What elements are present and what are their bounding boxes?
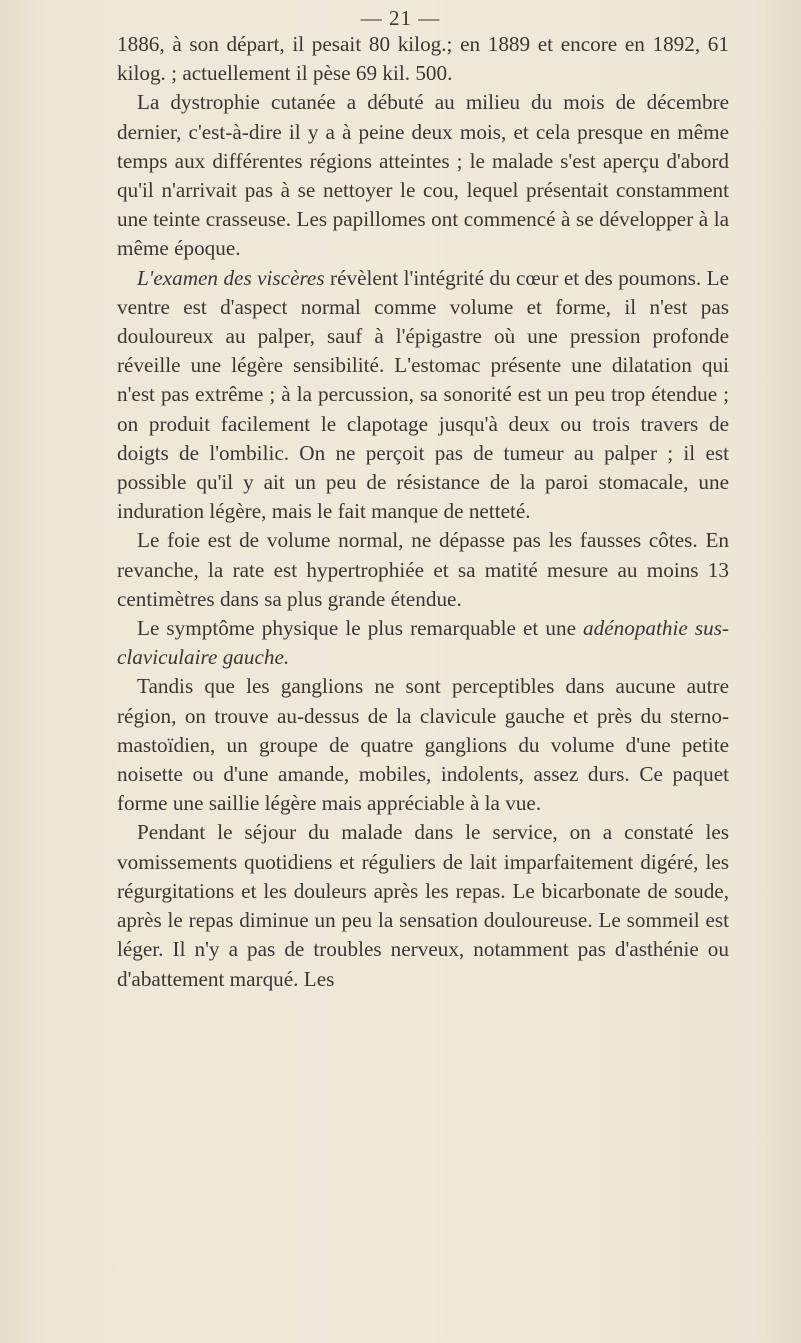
text-segment: La dystrophie cutanée a débuté au milieu du mois de décembre dernier, c'est-à-dire il y a à peine deux mois, et cela presque en même temps aux différentes régions atteintes ; le malade s'est aperçu d'abord qu'il n'arrivait pas à se nettoyer le cou, lequel présentait constamment une teinte crasseuse. Les papillomes ont commencé à se développer à la même époque. [117,90,729,261]
paragraph [117,30,729,88]
text-segment: Tandis que les ganglions ne sont perceptibles dans aucune autre région, on trouve au-dessus de la clavicule gauche et près du sterno-mastoïdien, un groupe de quatre ganglions du volume d'une petite noisette ou d'une amande, mobiles, indolents, assez durs. Ce paquet forme une saillie légère mais appréciable à la vue. [117,674,729,816]
text-segment: 1886, à son départ, il pesait 80 kilog.; en 1889 et encore en 1892, 61 kilog. ; actuellement il pèse 69 kil. 500. [117,32,729,86]
paragraph [117,672,729,818]
paragraph [117,264,729,527]
paragraph [117,614,729,672]
page-number: — 21 — [360,6,441,30]
paragraph [117,818,729,993]
paragraph [117,88,729,263]
text-segment: Pendant le séjour du malade dans le service, on a constaté les vomissements quotidiens et réguliers de lait imparfaitement digéré, les régurgitations et les douleurs après les repas. Le bicarbonate de soude, après le repas diminue un peu la sensation douloureuse. Le sommeil est léger. Il n'y a pas de troubles nerveux, notamment pas d'asthénie ou d'abattement marqué. Les [117,820,729,991]
paragraph [117,526,729,614]
italic-text-segment: L'examen des viscères [137,265,325,290]
text-segment: révèlent l'intégrité du cœur et des poumons. Le ventre est d'aspect normal comme volume et forme, il n'est pas douloureux au palper, sauf à l'épigastre où une pression profonde réveille une légère sensibilité. L'estomac présente une dilatation qui n'est pas extrême ; à la percussion, sa sonorité est un peu trop étendue ; on produit facilement le clapotage jusqu'à deux ou trois travers de doigts de l'ombilic. On ne perçoit pas de tumeur au palper ; il est possible qu'il y ait un peu de résistance de la paroi stomacale, une induration légère, mais le fait manque de netteté. [117,265,729,524]
text-segment: Le foie est de volume normal, ne dépasse pas les fausses côtes. En revanche, la rate est hypertrophiée et sa matité mesure au moins 13 centimètres dans sa plus grande étendue. [117,528,729,611]
text-segment: Le symptôme physique le plus remarquable et une [137,616,584,641]
italic-text-segment: adénopathie sus-claviculaire gauche. [117,616,729,670]
body-text [117,30,729,994]
